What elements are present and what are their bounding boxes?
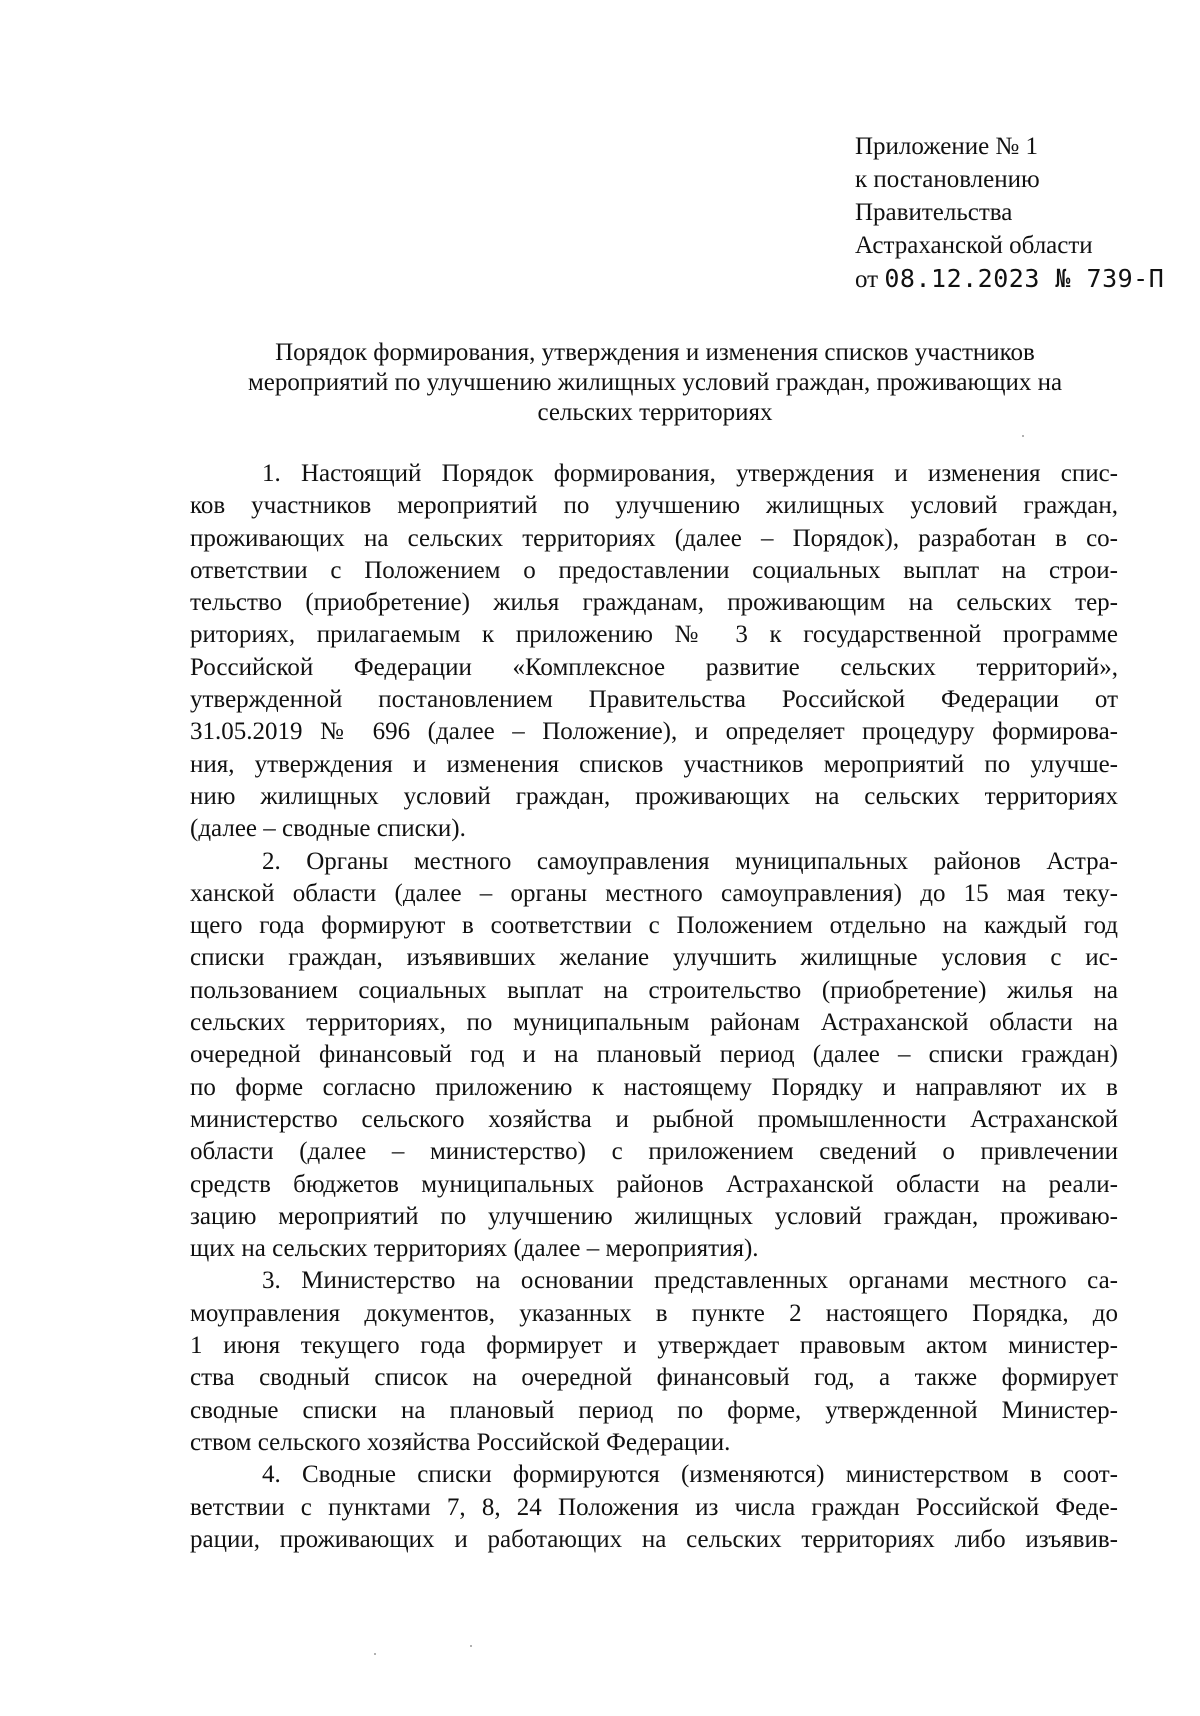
appendix-date-line: [855, 262, 1185, 296]
paragraph-line: ков участников мероприятий по улучшению жилищных условий граждан,: [190, 492, 1118, 520]
document-title: [180, 338, 1130, 428]
paragraph-line: средств бюджетов муниципальных районов Астраханской области на реали-: [190, 1170, 1118, 1198]
scan-speck: [470, 1645, 472, 1647]
appendix-line-resolution: к постановлению: [855, 166, 1040, 193]
document-body: [190, 458, 1118, 1556]
appendix-line-region: Астраханской области: [855, 232, 1093, 259]
date-prefix: от: [855, 266, 879, 293]
paragraph-4: [190, 1459, 1118, 1556]
scan-speck: [374, 1653, 376, 1655]
paragraph-line: ветствии с пунктами 7, 8, 24 Положения из числа граждан Российской Феде-: [190, 1493, 1118, 1521]
paragraph-2: [190, 846, 1118, 1266]
paragraph-1: [190, 458, 1118, 846]
title-line: сельских территориях: [537, 399, 773, 426]
paragraph-line: Российской Федерации «Комплексное развитие сельских территорий»,: [190, 653, 1118, 681]
paragraph-line: нию жилищных условий граждан, проживающих на сельских территориях: [190, 782, 1118, 810]
appendix-header: [855, 130, 1185, 296]
paragraph-line: ством сельского хозяйства Российской Федерации.: [190, 1428, 731, 1456]
paragraph-line: 1 июня текущего года формирует и утверждает правовым актом министер-: [190, 1332, 1118, 1360]
paragraph-line: утвержденной постановлением Правительства Российской Федерации от: [190, 686, 1118, 714]
paragraph-line: области (далее – министерство) с приложением сведений о привлечении: [190, 1138, 1118, 1166]
paragraph-3: [190, 1265, 1118, 1459]
paragraph-line: очередной финансовый год и на плановый период (далее – списки граждан): [190, 1041, 1118, 1069]
appendix-line-government: Правительства: [855, 199, 1013, 226]
paragraph-line: риториях, прилагаемым к приложению № 3 к государственной программе: [190, 621, 1118, 649]
paragraph-line: ответствии с Положением о предоставлении социальных выплат на строи-: [190, 556, 1118, 584]
paragraph-line: сельских территориях, по муниципальным районам Астраханской области на: [190, 1009, 1118, 1037]
paragraph-line: ханской области (далее – органы местного самоуправления) до 15 мая теку-: [190, 879, 1118, 907]
paragraph-line: 31.05.2019 № 696 (далее – Положение), и определяет процедуру формирова-: [190, 718, 1118, 746]
paragraph-line: сводные списки на плановый период по форме, утвержденной Министер-: [190, 1396, 1118, 1424]
paragraph-line: 1. Настоящий Порядок формирования, утверждения и изменения спис-: [262, 460, 1118, 487]
paragraph-line: 3. Министерство на основании представленных органами местного са-: [262, 1267, 1118, 1295]
title-line: мероприятий по улучшению жилищных условий граждан, проживающих на: [247, 369, 1063, 396]
title-line: Порядок формирования, утверждения и изменения списков участников: [275, 339, 1035, 366]
paragraph-line: проживающих на сельских территориях (далее – Порядок), разработан в со-: [190, 524, 1118, 552]
paragraph-line: зацию мероприятий по улучшению жилищных условий граждан, проживаю-: [190, 1202, 1118, 1230]
paragraph-line: 4. Сводные списки формируются (изменяются) министерством в соот-: [262, 1461, 1118, 1489]
paragraph-line: по форме согласно приложению к настоящему Порядку и направляют их в: [190, 1073, 1118, 1101]
paragraph-line: (далее – сводные списки).: [190, 815, 466, 843]
paragraph-line: 2. Органы местного самоуправления муниципальных районов Астра-: [262, 847, 1118, 875]
paragraph-line: ния, утверждения и изменения списков участников мероприятий по улучше-: [190, 750, 1118, 778]
paragraph-line: рации, проживающих и работающих на сельских территориях либо изъявив-: [190, 1525, 1118, 1553]
paragraph-line: щих на сельских территориях (далее – мероприятия).: [190, 1235, 759, 1263]
paragraph-line: щего года формируют в соответствии с Положением отдельно на каждый год: [190, 912, 1118, 940]
paragraph-line: списки граждан, изъявивших желание улучшить жилищные условия с ис-: [190, 944, 1118, 972]
scan-speck: [1022, 435, 1024, 437]
paragraph-line: министерство сельского хозяйства и рыбной промышленности Астраханской: [190, 1105, 1118, 1133]
appendix-number: Приложение № 1: [855, 133, 1039, 160]
paragraph-line: пользованием социальных выплат на строительство (приобретение) жилья на: [190, 976, 1118, 1004]
paragraph-line: тельство (приобретение) жилья гражданам, проживающим на сельских тер-: [190, 589, 1118, 617]
date-stamp: 08.12.2023 № 739-П: [884, 264, 1165, 293]
paragraph-line: ства сводный список на очередной финансовый год, а также формирует: [190, 1364, 1118, 1392]
paragraph-line: моуправления документов, указанных в пункте 2 настоящего Порядка, до: [190, 1299, 1118, 1327]
